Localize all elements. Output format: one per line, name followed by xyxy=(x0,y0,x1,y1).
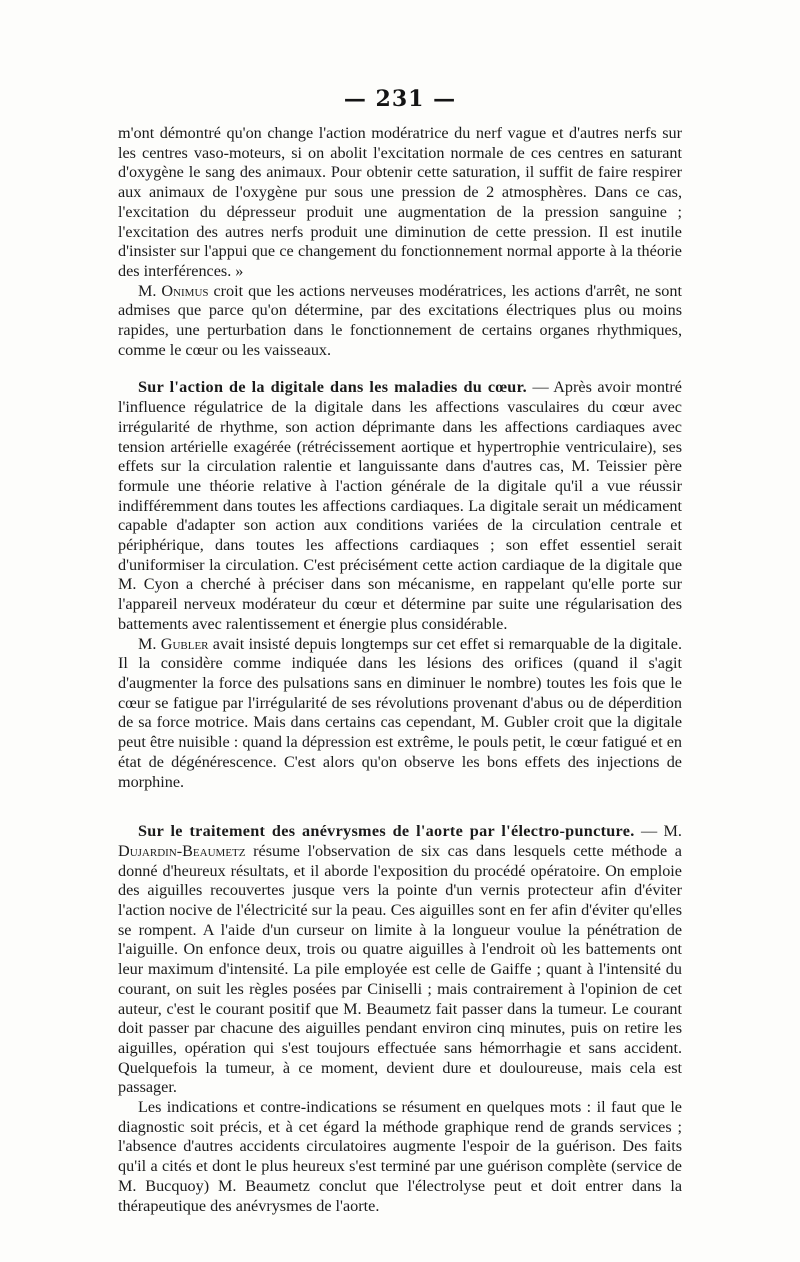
paragraph-anevrysmes-text: résume l'observation de six cas dans lesquels cette méthode a donné d'heureux résultats, et il aborde l'exposition du procédé opératoire. On emploie des aiguilles recouvertes jusque vers la pointe d'un vernis protecteur afin d'éviter l'action nocive de l'électricité sur la peau. Ces aiguilles sont en fer afin d'éviter qu'elles se rompent. A l'aide d'un curseur on limite à la longueur voulue la pénétration de l'aiguille. On enfonce deux, trois ou quatre aiguilles à l'endroit où les battements ont leur maximum d'intensité. La pile employée est celle de Gaiffe ; quant à l'intensité du courant, on suit les règles posées par Ciniselli ; mais contrairement à l'opinion de cet auteur, c'est le courant positif que M. Beaumetz fait passer dans la tumeur. Le courant doit passer par chacune des aiguilles pendant environ cinq minutes, puis on retire les aiguilles, opération qui s'est toujours effectuée sans hémorrhagie et sans accident. Quelquefois la tumeur, à ce moment, devient dure et douloureuse, mais cela est passager. xyxy=(118,841,682,1097)
paragraph-anevrysmes xyxy=(118,822,682,1098)
heading-dash: — M. xyxy=(634,822,682,841)
author-name-dujardin-beaumetz: Dujardin-Beaumetz xyxy=(118,841,246,860)
section-heading-digitale: Sur l'action de la digitale dans les maladies du cœur. xyxy=(138,378,527,397)
author-name-gubler: M. Gubler xyxy=(138,634,209,653)
section-gap xyxy=(118,792,682,822)
paragraph-gubler xyxy=(118,635,682,793)
paragraph-intro: m'ont démontré qu'on change l'action modératrice du nerf vague et d'autres nerfs sur les centres vaso-moteurs, si on abolit l'excitation normale de ces centres en saturant d'oxygène le sang des animaux. Pour obtenir cette saturation, il suffit de faire respirer aux animaux de l'oxygène pur sous une pression de 2 atmosphères. Dans ce cas, l'excitation du dépresseur produit une augmentation de la pression sanguine ; l'excitation des autres nerfs produit une diminution de cette pression. Il est inutile d'insister sur l'appui que ce changement du fonctionnement normal apporte à la théorie des interférences. » xyxy=(118,124,682,280)
author-name-onimus: M. Onimus xyxy=(138,281,209,300)
page-number: — 231 — xyxy=(343,86,457,112)
section-gap xyxy=(118,360,682,378)
paragraph-gubler-text: avait insisté depuis longtemps sur cet effet si remarquable de la digitale. Il la considère comme indiquée dans les lésions des orifices (quand il s'agit d'augmenter la force des pulsations sans en diminuer le nombre) toutes les fois que le cœur se fatigue par l'irrégularité de ses révolutions provenant d'abus ou de déperdition de sa force motrice. Mais dans certains cas cependant, M. Gubler croit que la digitale peut être nuisible : quand la dépression est extrême, le pouls petit, le cœur fatigué et en état de dégénérescence. C'est alors qu'on observe les bons effets des injections de morphine. xyxy=(118,634,682,791)
paragraph-onimus-text: croit que les actions nerveuses modératrices, les actions d'arrêt, ne sont admises que parce qu'on détermine, par des excitations électriques plus ou moins rapides, une perturbation dans le fonctionnement de certains organes rhythmiques, comme le cœur ou les vaisseaux. xyxy=(118,281,682,359)
paragraph-indications: Les indications et contre-indications se résument en quelques mots : il faut que le diagnostic soit précis, et à cet égard la méthode graphique rend de grands services ; l'absence d'autres accidents circulatoires augmente l'espoir de la guérison. Des faits qu'il a cités et dont le plus heureux s'est terminé par une guérison complète (service de M. Bucquoy) M. Beaumetz conclut que l'électrolyse peut et doit entrer dans la thérapeutique des anévrysmes de l'aorte. xyxy=(118,1098,682,1215)
body-text xyxy=(118,124,682,1216)
paragraph-onimus xyxy=(118,282,682,361)
section-heading-anevrysmes: Sur le traitement des anévrysmes de l'aorte par l'électro-puncture. xyxy=(138,822,635,841)
paragraph-digitale-text: — Après avoir montré l'influence régulatrice de la digitale dans les affections vasculaires du cœur avec irrégularité de rhythme, son action déprimante dans les affections cardiaques avec tension artérielle exagérée (rétrécissement aortique et hypertrophie ventriculaire), ses effets sur la circulation ralentie et languissante dans d'autres cas, M. Teissier père formule une théorie relative à l'action générale de la digitale qu'il a vue réussir indifféremment dans toutes les affections cardiaques. La digitale serait un médicament capable d'adapter son action aux conditions variées de la circulation centrale et périphérique, dans toutes les affections cardiaques ; son effet essentiel serait d'uniformiser la circulation. C'est précisément cette action cardiaque de la digitale que M. Cyon a cherché à préciser dans son mécanisme, en rappelant qu'elle porte sur l'appareil nerveux modérateur du cœur et détermine par suite une régularisation des battements avec ralentissement et énergie plus considérable. xyxy=(118,378,682,633)
paragraph-digitale xyxy=(118,378,682,634)
